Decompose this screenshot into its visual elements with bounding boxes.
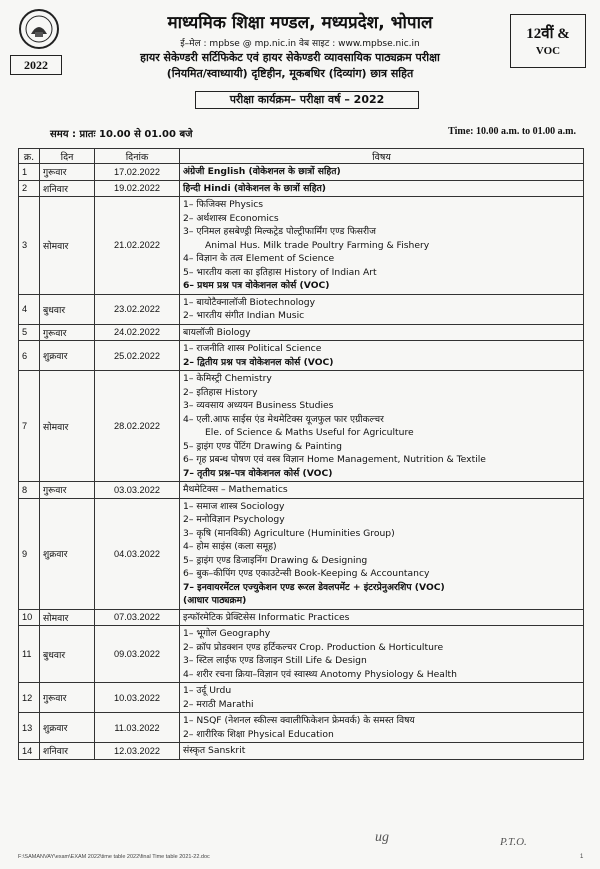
row-number: 6 xyxy=(19,341,40,371)
row-day: शुक्रवार xyxy=(40,341,95,371)
time-hindi: समय : प्रातः 10.00 से 01.00 बजे xyxy=(50,129,193,140)
row-date: 11.03.2022 xyxy=(95,713,180,743)
subject-line: Ele. of Science & Maths Useful for Agriculture xyxy=(205,427,414,438)
table-row xyxy=(19,626,584,683)
row-subjects xyxy=(180,683,584,713)
row-day: शनिवार xyxy=(40,743,95,760)
subject-line: 2– भारतीय संगीत Indian Music xyxy=(183,310,305,321)
row-date: 03.03.2022 xyxy=(95,482,180,499)
row-number: 8 xyxy=(19,482,40,499)
subject-line: 4– एली.आफ साईस एंड मेथमेटिक्स यूजफुल फार एग्रीकल्चर xyxy=(183,413,384,425)
subject-line: 6– गृह प्रबन्ध पोषण एवं वस्त्र विज्ञान Home Management, Nutrition & Textile xyxy=(183,454,486,465)
table-row xyxy=(19,713,584,743)
row-date: 10.03.2022 xyxy=(95,683,180,713)
exam-title-line2: (नियमित/स्वाध्यायी) दृष्टिहीन, मूकबधिर (दिव्यांग) छात्र सहित xyxy=(166,67,414,80)
class-box xyxy=(510,14,586,68)
row-day: सोमवार xyxy=(40,197,95,295)
row-subjects xyxy=(180,180,584,197)
subject-line: 5– ड्राइंग एण्ड पेंटिंग Drawing & Painting xyxy=(183,440,343,452)
subject-line: 2– मनोविज्ञान Psychology xyxy=(183,514,285,525)
subject-line: 2– मराठी Marathi xyxy=(183,698,254,710)
pto-note: P.T.O. xyxy=(500,836,527,848)
subject-line: 1– बायोटैक्नालॉजी Biotechnology xyxy=(183,296,316,308)
table-row xyxy=(19,743,584,760)
row-day: सोमवार xyxy=(40,371,95,482)
subject-line: 1– केमिस्ट्री Chemistry xyxy=(183,373,272,384)
row-date: 12.03.2022 xyxy=(95,743,180,760)
row-date: 19.02.2022 xyxy=(95,180,180,197)
row-date: 17.02.2022 xyxy=(95,164,180,181)
subject-line: 2– इतिहास History xyxy=(183,386,258,398)
subject-line: 1– भूगोल Geography xyxy=(183,628,271,639)
row-subjects xyxy=(180,498,584,609)
subject-line: 2– क्रॉप प्रोडक्शन एण्ड हर्टिकल्चर Crop. Production & Horticulture xyxy=(183,641,444,653)
row-number: 10 xyxy=(19,609,40,626)
table-row xyxy=(19,324,584,341)
subject-line: हिन्दी Hindi (वोकेशनल के छात्रों सहित) xyxy=(183,182,327,194)
document-header xyxy=(0,0,600,120)
header-sn: क्र. xyxy=(19,149,40,164)
row-number: 4 xyxy=(19,294,40,324)
subject-line: 1– फिजिक्स Physics xyxy=(183,199,264,210)
time-english: Time: 10.00 a.m. to 01.00 a.m. xyxy=(448,126,576,137)
row-number: 14 xyxy=(19,743,40,760)
timetable xyxy=(18,148,584,760)
subject-line: 4– विज्ञान के तत्व Element of Science xyxy=(183,253,335,264)
subject-line: 3– व्यवसाय अध्ययन Business Studies xyxy=(183,400,334,411)
row-subjects xyxy=(180,324,584,341)
table-row xyxy=(19,197,584,295)
table-row xyxy=(19,371,584,482)
page-number: 1 xyxy=(580,854,584,860)
table-row xyxy=(19,498,584,609)
row-day: गुरूवार xyxy=(40,324,95,341)
row-day: बुधवार xyxy=(40,626,95,683)
subject-line: Animal Hus. Milk trade Poultry Farming & Fishery xyxy=(205,239,430,251)
row-number: 7 xyxy=(19,371,40,482)
row-day: सोमवार xyxy=(40,609,95,626)
row-subjects xyxy=(180,482,584,499)
row-day: शनिवार xyxy=(40,180,95,197)
table-row xyxy=(19,164,584,181)
subject-line: (आधार पाठ्यक्रम) xyxy=(183,595,247,606)
exam-title xyxy=(70,50,510,82)
subject-line: 2– द्वितीय प्रश्न पत्र वोकेशनल कोर्स (VOC) xyxy=(183,356,334,368)
header-date: दिनांक xyxy=(95,149,180,164)
row-number: 11 xyxy=(19,626,40,683)
row-subjects xyxy=(180,197,584,295)
row-subjects xyxy=(180,713,584,743)
file-path: F:\SAMANVAY\exam\EXAM 2022\time table 2022\final Time table 2021-22.doc xyxy=(18,854,210,860)
subject-line: 2– अर्थशास्त्र Economics xyxy=(183,212,279,224)
row-day: गुरूवार xyxy=(40,482,95,499)
row-subjects xyxy=(180,164,584,181)
header-day: दिन xyxy=(40,149,95,164)
row-subjects xyxy=(180,609,584,626)
subject-line: 1– NSQF (नेशनल स्कील्स क्वालीफिकेशन फ्रेमवर्क) के समस्त विषय xyxy=(183,715,415,726)
row-number: 9 xyxy=(19,498,40,609)
org-name: माध्यमिक शिक्षा मण्डल, मध्यप्रदेश, भोपाल xyxy=(167,13,433,33)
table-row xyxy=(19,294,584,324)
table-header-row xyxy=(19,149,584,164)
contact-line: ई–मेल : mpbse @ mp.nic.in वेब साइट : www.mpbse.nic.in xyxy=(180,39,420,49)
table-row xyxy=(19,180,584,197)
table-row xyxy=(19,609,584,626)
subject-line: 3– स्टिल लाईफ एण्ड डिजाइन Still Life & Design xyxy=(183,655,367,666)
class-label: 12वीं & xyxy=(526,26,570,42)
row-number: 1 xyxy=(19,164,40,181)
row-subjects xyxy=(180,341,584,371)
programme-title: परीक्षा कार्यक्रम– परीक्षा वर्ष – 2022 xyxy=(195,91,419,109)
row-number: 3 xyxy=(19,197,40,295)
subject-line: 6– प्रथम प्रश्न पत्र वोकेशनल कोर्स (VOC) xyxy=(183,280,330,291)
row-date: 24.02.2022 xyxy=(95,324,180,341)
subject-line: बायलॉजी Biology xyxy=(183,326,251,338)
row-subjects xyxy=(180,743,584,760)
row-subjects xyxy=(180,371,584,482)
row-date: 04.03.2022 xyxy=(95,498,180,609)
row-day: गुरूवार xyxy=(40,683,95,713)
subject-line: संस्कृत Sanskrit xyxy=(183,745,246,756)
subject-line: 7– तृतीय प्रश्न–पत्र वोकेशनल कोर्स (VOC) xyxy=(183,467,333,479)
subject-line: 1– समाज शास्त्र Sociology xyxy=(183,500,285,512)
row-number: 5 xyxy=(19,324,40,341)
table-row xyxy=(19,683,584,713)
row-number: 12 xyxy=(19,683,40,713)
subject-line: 4– शरीर रचना क्रिया–विज्ञान एवं स्वास्थ्य Anotomy Physiology & Health xyxy=(183,668,457,680)
subject-line: 1– उर्दू Urdu xyxy=(183,685,232,696)
row-day: गुरूवार xyxy=(40,164,95,181)
row-date: 23.02.2022 xyxy=(95,294,180,324)
row-day: शुक्रवार xyxy=(40,498,95,609)
signature: ug xyxy=(375,830,389,845)
table-row xyxy=(19,341,584,371)
row-number: 13 xyxy=(19,713,40,743)
subject-line: अंग्रेजी English (वोकेशनल के छात्रों सहित) xyxy=(183,166,341,177)
subject-line: 2– शारीरिक शिक्षा Physical Education xyxy=(183,728,334,740)
subject-line: 7– इनवायरमेंटल एज्युकेशन एण्ड रूरल डेवलपमेंट + इंटरप्रेनुअरशिप (VOC) xyxy=(183,581,445,593)
header-subject: विषय xyxy=(180,149,584,164)
row-date: 09.03.2022 xyxy=(95,626,180,683)
subject-line: मैथमेटिक्स – Mathematics xyxy=(183,484,288,495)
subject-line: 5– भारतीय कला का इतिहास History of Indian Art xyxy=(183,266,377,278)
subject-line: 5– ड्राइंग एण्ड डिजाइनिंग Drawing & Designing xyxy=(183,554,368,566)
row-day: बुधवार xyxy=(40,294,95,324)
subject-line: 1– राजनीति शास्त्र Political Science xyxy=(183,343,322,354)
year-box: 2022 xyxy=(10,55,62,75)
subject-line: इन्फॉरमेटिक प्रेक्टिसेस Informatic Practices xyxy=(183,611,350,623)
board-emblem-icon xyxy=(18,8,60,50)
row-subjects xyxy=(180,626,584,683)
row-date: 28.02.2022 xyxy=(95,371,180,482)
table-row xyxy=(19,482,584,499)
subject-line: 3– कृषि (मानविकी) Agriculture (Huminities Group) xyxy=(183,527,395,539)
row-date: 07.03.2022 xyxy=(95,609,180,626)
exam-title-line1: हायर सेकेण्डरी सर्टिफिकेट एवं हायर सेकेण्डरी व्यावसायिक पाठ्यक्रम परीक्षा xyxy=(140,51,440,64)
row-date: 25.02.2022 xyxy=(95,341,180,371)
subject-line: 4– होम साइंस (कला समूह) xyxy=(183,541,277,552)
subject-line: 3– एनिमल हसबेण्ड्री मिल्कट्रेड पोल्ट्रीफार्मिंग एण्ड फिसरीज xyxy=(183,226,376,237)
row-number: 2 xyxy=(19,180,40,197)
class-sub: VOC xyxy=(535,45,561,57)
row-day: शुक्रवार xyxy=(40,713,95,743)
row-date: 21.02.2022 xyxy=(95,197,180,295)
subject-line: 6– बुक–कीपिंग एण्ड एकाउटेन्सी Book-Keeping & Accountancy xyxy=(183,568,430,579)
row-subjects xyxy=(180,294,584,324)
